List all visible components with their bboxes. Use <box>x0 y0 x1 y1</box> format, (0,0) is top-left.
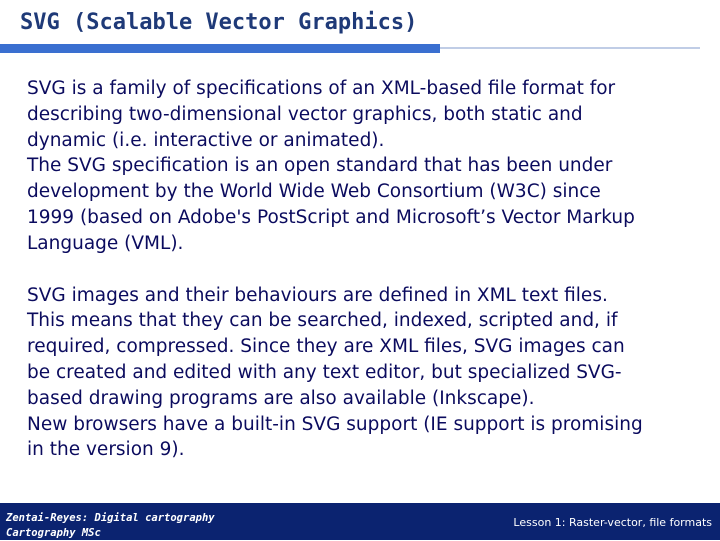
title-underline-rule <box>440 47 700 49</box>
text-line: based drawing programs are also available (Inkscape). <box>27 387 535 409</box>
paragraph-spacer <box>27 257 707 283</box>
text-line: The SVG specification is an open standard that has been under <box>27 155 613 177</box>
text-line: in the version 9). <box>27 439 185 461</box>
body-paragraph-2 <box>27 283 707 464</box>
text-line: be created and edited with any text editor, but specialized SVG- <box>27 361 622 383</box>
footer-bar <box>0 503 720 540</box>
text-line: SVG images and their behaviours are defined in XML text files. <box>27 284 608 306</box>
footer-course: Cartography MSc <box>6 527 101 539</box>
text-line: 1999 (based on Adobe's PostScript and Microsoft’s Vector Markup <box>27 206 635 228</box>
text-line: describing two-dimensional vector graphics, both static and <box>27 103 583 125</box>
text-line: required, compressed. Since they are XML files, SVG images can <box>27 336 625 358</box>
text-line: This means that they can be searched, indexed, scripted and, if <box>27 310 618 332</box>
text-line: development by the World Wide Web Consortium (W3C) since <box>27 181 601 203</box>
footer-credits <box>6 511 215 541</box>
footer-lesson: Lesson 1: Raster-vector, file formats <box>513 516 712 529</box>
slide-body <box>27 76 707 463</box>
text-line: New browsers have a built-in SVG support (IE support is promising <box>27 413 643 435</box>
text-line: dynamic (i.e. interactive or animated). <box>27 129 385 151</box>
text-line: Language (VML). <box>27 232 184 254</box>
body-paragraph-1 <box>27 76 707 257</box>
footer-author: Zentai-Reyes: Digital cartography <box>6 512 215 524</box>
title-underline-bar <box>0 44 440 53</box>
text-line: SVG is a family of specifications of an XML-based file format for <box>27 78 616 99</box>
slide-title: SVG (Scalable Vector Graphics) <box>20 10 418 35</box>
